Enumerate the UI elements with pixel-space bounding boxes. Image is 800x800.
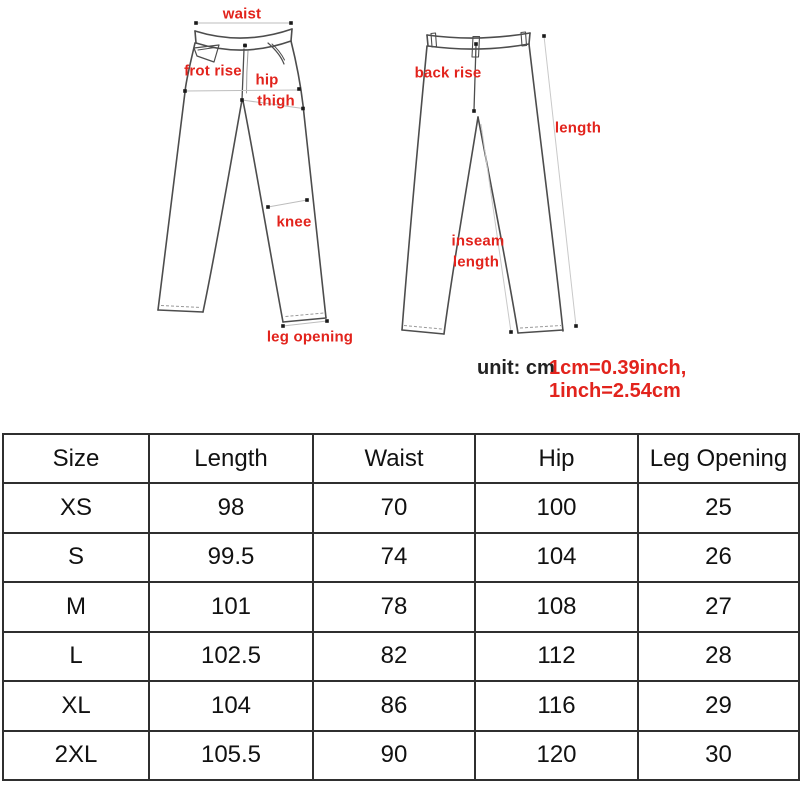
- header-cell-hip: Hip: [475, 434, 638, 483]
- label-hip: hip: [255, 71, 279, 89]
- cell-leg-opening: 28: [638, 632, 799, 682]
- cell-waist: 78: [313, 582, 475, 632]
- table-row: [3, 533, 799, 583]
- label-thigh: thigh: [257, 92, 295, 110]
- cell-size: XS: [3, 483, 149, 533]
- size-table: [2, 433, 800, 781]
- cell-size: 2XL: [3, 731, 149, 781]
- table-row: [3, 632, 799, 682]
- cell-waist: 70: [313, 483, 475, 533]
- label-length: length: [554, 119, 602, 137]
- header-cell-waist: Waist: [313, 434, 475, 483]
- label-knee: knee: [276, 213, 312, 231]
- label-inseam-line2: length: [452, 253, 500, 271]
- cell-leg-opening: 25: [638, 483, 799, 533]
- cell-size: L: [3, 632, 149, 682]
- cell-leg-opening: 27: [638, 582, 799, 632]
- cell-length: 102.5: [149, 632, 313, 682]
- unit-conversion-note: 1cm=0.39inch, 1inch=2.54cm: [549, 357, 687, 402]
- cell-leg-opening: 26: [638, 533, 799, 583]
- cell-hip: 120: [475, 731, 638, 781]
- cell-size: M: [3, 582, 149, 632]
- cell-hip: 104: [475, 533, 638, 583]
- cell-length: 101: [149, 582, 313, 632]
- cell-length: 105.5: [149, 731, 313, 781]
- label-front-rise: frot rise: [184, 62, 242, 80]
- cell-leg-opening: 29: [638, 681, 799, 731]
- unit-label: unit: cm: [477, 357, 555, 379]
- cell-hip: 116: [475, 681, 638, 731]
- cell-waist: 86: [313, 681, 475, 731]
- cell-length: 99.5: [149, 533, 313, 583]
- header-cell-size: Size: [3, 434, 149, 483]
- cell-waist: 74: [313, 533, 475, 583]
- table-row: [3, 731, 799, 781]
- table-row: [3, 582, 799, 632]
- back-measurement-dots: [472, 34, 578, 334]
- label-leg-opening: leg opening: [266, 328, 354, 346]
- cell-size: XL: [3, 681, 149, 731]
- cell-waist: 82: [313, 632, 475, 682]
- back-measurement-lines: [481, 36, 576, 332]
- cell-hip: 108: [475, 582, 638, 632]
- label-waist: waist: [222, 5, 262, 23]
- table-header-row: [3, 434, 799, 483]
- cell-size: S: [3, 533, 149, 583]
- cell-hip: 112: [475, 632, 638, 682]
- header-cell-leg-opening: Leg Opening: [638, 434, 799, 483]
- label-back-rise: back rise: [414, 64, 482, 82]
- table-row: [3, 483, 799, 533]
- back-hem-stitching: [404, 326, 561, 330]
- cell-hip: 100: [475, 483, 638, 533]
- cell-leg-opening: 30: [638, 731, 799, 781]
- cell-waist: 90: [313, 731, 475, 781]
- cell-length: 104: [149, 681, 313, 731]
- cell-length: 98: [149, 483, 313, 533]
- table-row: [3, 681, 799, 731]
- header-cell-length: Length: [149, 434, 313, 483]
- label-inseam-line1: inseam: [451, 232, 505, 250]
